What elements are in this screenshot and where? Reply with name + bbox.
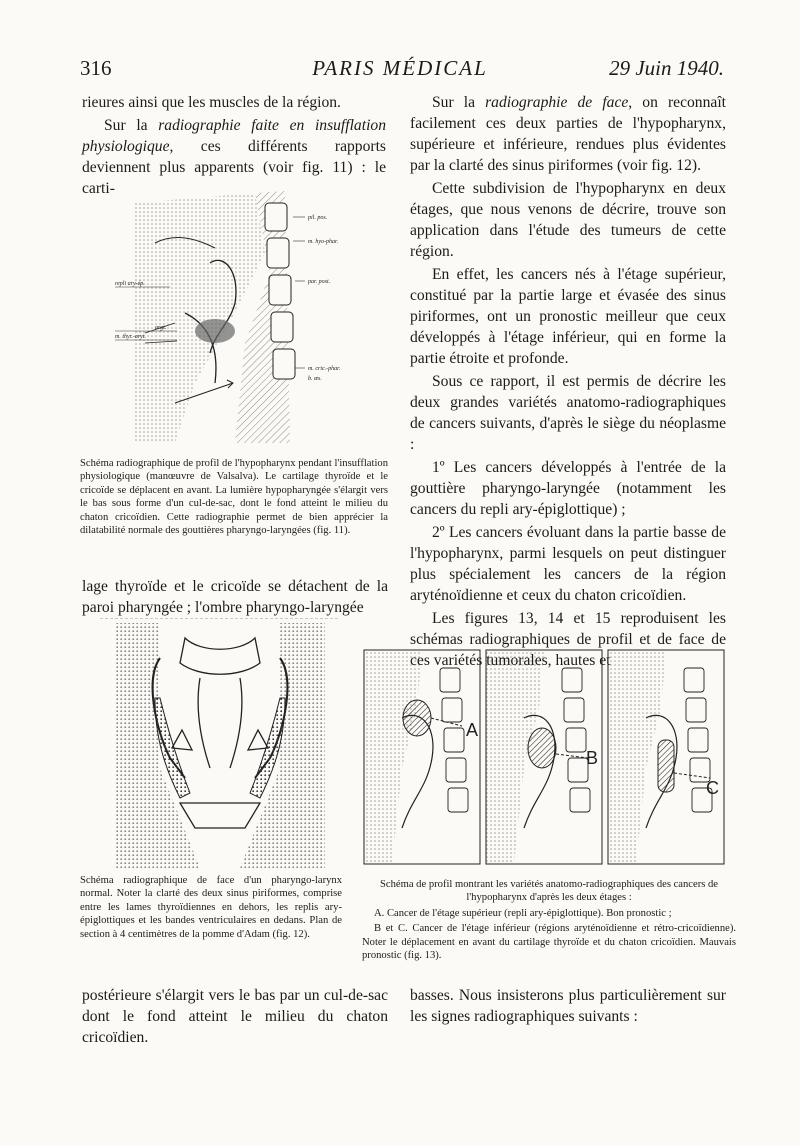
figure-13-caption: Schéma de profil montrant les variétés anatomo-radiographiques des cancers de l'hypopharynx d'après les deux étages : A. Cancer de l'étage supérieur (repli ary-épiglottique). Bon pronostic ; B et C. Cancer de l'étage inférieur (régions aryténoïdienne et rétro-cricoïdienne). Noter le déplacement en avant du cartilage thyroïde et du chaton cricoïdien. Mauvais pronostic (fig. 13). bbox=[362, 879, 736, 962]
figure-11-caption: Schéma radiographique de profil de l'hypopharynx pendant l'insufflation physiologique (manœuvre de Valsalva). Le cartilage thyroïde et le cricoïde se déplacent en avant. La lumière hypopharyngée s'élargit vers le bas sous forme d'un cul-de-sac, dont le fond atteint le milieu du chaton cricoïdien. Cette radiographie permet de bien apprécier la dilatabilité normale des gouttières pharyngo-laryngées (fig. 11). bbox=[80, 458, 388, 537]
right-paragraph-4: Sous ce rapport, il est permis de décrire les deux grandes variétés anatomo-radiographiques de cancers suivants, d'après le siège du néoplasme : bbox=[410, 373, 726, 453]
left-paragraph-2: Sur la radiographie faite en insufflation physiologique, ces différents rapports deviennent plus apparents (voir fig. 11) : le carti- bbox=[82, 117, 386, 197]
fig11-label-8: b. œs. bbox=[308, 376, 322, 382]
right-paragraph-1: Sur la radiographie de face, on reconnaît facilement ces deux parties de l'hypopharynx, supérieure et inférieure, rendues plus évidentes par la clarté des sinus piriformes (voir fig. 12). bbox=[410, 94, 726, 174]
left-column-continuation bbox=[82, 576, 388, 618]
emphasis-text: radiographie faite en insufflation physiologique bbox=[82, 117, 386, 155]
fig11-label-3: repli ary-ép. bbox=[115, 281, 145, 287]
fig11-label-6: m. thyr.-aryt. bbox=[115, 334, 146, 340]
bottom-left-text: postérieure s'élargit vers le bas par un cul-de-sac dont le fond atteint le milieu du chaton cricoïdien. bbox=[82, 987, 388, 1046]
fig13-panel-a bbox=[364, 650, 480, 864]
issue-date: 29 Juin 1940. bbox=[609, 56, 724, 80]
left-paragraph-2-continuation: lage thyroïde et le cricoïde se détachent de la paroi pharyngée ; l'ombre pharyngo-laryngée bbox=[82, 578, 388, 616]
journal-title: PARIS MÉDICAL bbox=[312, 56, 488, 80]
figure-12-caption: Schéma radiographique de face d'un pharyngo-larynx normal. Noter la clarté des deux sinus piriformes, comprise entre les lames thyroïdiennes en dehors, les replis ary-épiglottiques et les bandes ventriculaires en dedans. Plan de section à 4 centimètres de la pomme d'Adam (fig. 12). bbox=[80, 875, 342, 940]
right-paragraph-7: Les figures 13, 14 et 15 reproduisent les schémas radiographiques de profil et de face de variétés hautes et bbox=[410, 610, 726, 669]
right-paragraph-3: En effet, les cancers nés à l'étage supérieur, constitué par la partie large et évasée des sinus piriformes, ont un pronostic meilleur que ceux développés à l'étage inférieur, qui en forme la partie étroite et profonde. bbox=[410, 266, 726, 367]
figure-13 bbox=[362, 648, 736, 868]
figure-11 bbox=[115, 183, 380, 451]
fig11-label-4: par. post. bbox=[308, 279, 331, 285]
fig13-letter-c: C bbox=[706, 778, 719, 798]
right-paragraph-6: 2º Les cancers évoluant dans la partie basse de l'hypopharynx, parmi lesquels on peut distinguer plus spécialement les cancers de la région aryténoïdienne et ceux du chaton cricoïdien. bbox=[410, 524, 726, 604]
right-paragraph-5: 1º Les cancers développés à l'entrée de la gouttière pharyngo-laryngée (notamment les cancers du repli ary-épiglottique) ; bbox=[410, 459, 726, 518]
fig11-label-1: pil. pos. bbox=[308, 215, 328, 221]
right-column bbox=[410, 92, 726, 671]
page-number: 316 bbox=[80, 56, 112, 80]
fig11-label-2: m. hyo-phar. bbox=[308, 239, 339, 245]
fig13-letter-a: A bbox=[466, 720, 479, 740]
fig13-panel-b bbox=[486, 650, 602, 864]
fig11-label-7: m. cric.-phar. bbox=[308, 366, 341, 372]
fig13-panel-c bbox=[608, 650, 724, 864]
bottom-right-text: basses. Nous insisterons plus particulièrement sur les signes radiographiques suivants : bbox=[410, 987, 726, 1025]
right-paragraph-2: Cette subdivision de l'hypopharynx en deux étages, que nous venons de décrire, trouve son application dans l'étude des tumeurs de cette région. bbox=[410, 180, 726, 260]
left-paragraph-1: rieures ainsi que les muscles de la région. bbox=[82, 94, 341, 111]
fig13-letter-b: B bbox=[586, 748, 599, 768]
figure-12 bbox=[100, 618, 340, 868]
emphasis-text: radiographie de face bbox=[485, 94, 629, 111]
fig11-label-5: argt. bbox=[155, 325, 167, 331]
